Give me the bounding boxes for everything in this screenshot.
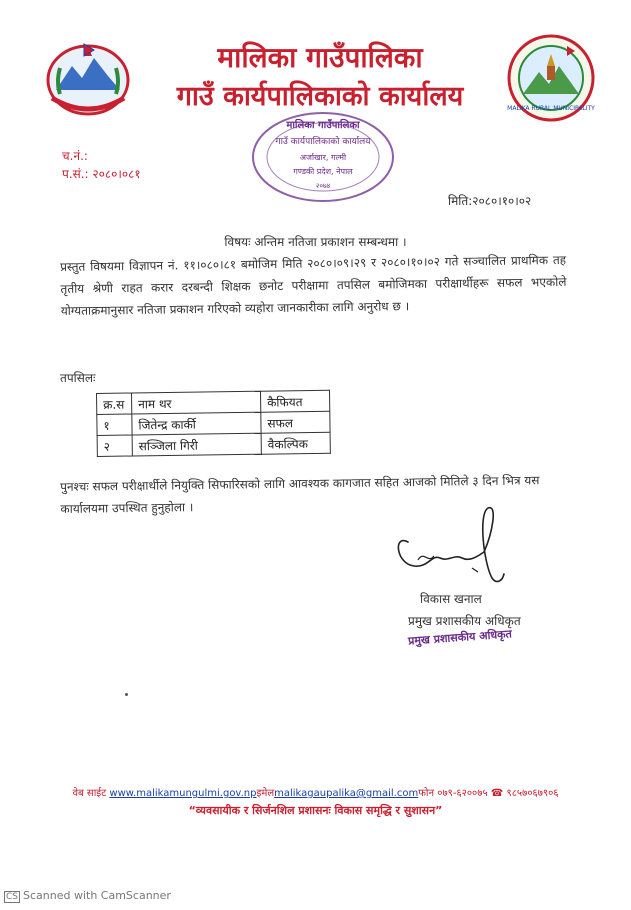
stamp-line4: गण्डकी प्रदेश, नेपाल	[293, 167, 353, 176]
website-label: वेब साईट	[72, 788, 107, 799]
stamp-line3: अर्जाखार, गल्मी	[299, 153, 347, 162]
cell-remarks: वैकल्पिक	[261, 432, 330, 454]
letter-subject: विषयः अन्तिम नतिजा प्रकाशन सम्बन्धमा ।	[224, 235, 407, 249]
cell-name: सञ्जिला गिरी	[132, 433, 261, 456]
footer-slogan: “व्यवसायीक र सिर्जनशिल प्रशासनः विकास समृद्धि र सुशासन”	[188, 804, 443, 817]
letterhead-subtitle: गाउँ कार्यपालिकाको कार्यालय	[176, 81, 464, 112]
reference-pa-sa: प.सं.: २०८०।०८१	[62, 167, 141, 181]
signatory-stamp: प्रमुख प्रशासकीय अधिकृत	[407, 627, 513, 648]
camscanner-icon: CS	[6, 892, 18, 902]
handwritten-signature	[388, 494, 518, 594]
signatory-title: प्रमुख प्रशासकीय अधिकृत	[408, 614, 521, 628]
mobile-number: ९८५७०६७९०६	[506, 788, 559, 799]
cell-serial: २	[97, 435, 132, 456]
phone-number: ०७९-६२००७५	[437, 788, 488, 799]
cell-name: जितेन्द्र कार्की	[132, 412, 261, 435]
office-stamp	[248, 108, 398, 206]
details-label: तपसिलः	[60, 371, 96, 385]
stamp-line5: २०७४	[315, 182, 331, 190]
scan-speck	[125, 693, 128, 696]
email-link[interactable]: malikagaupalika@gmail.com	[274, 788, 419, 799]
table-row	[97, 432, 330, 456]
footer-contact	[0, 785, 631, 799]
stamp-line1: मालिका गाउँपालिका	[286, 120, 360, 131]
signatory-name: विकास खनाल	[420, 592, 482, 606]
phone-icon: ☎	[490, 788, 504, 799]
results-table	[96, 390, 331, 457]
cell-serial: १	[97, 414, 132, 435]
nepal-emblem-icon	[42, 38, 134, 118]
letter-date: मिति:२०८०।१०।०२	[448, 194, 532, 208]
letterhead-title: मालिका गाउँपालिका	[217, 41, 423, 74]
reference-ch-no: च.नं.:	[62, 149, 88, 163]
header-remarks: कैफियत	[260, 390, 329, 412]
letter-body: प्रस्तुत विषयमा विज्ञापन नं. ११।०८०।८१ बमोजिम मिति २०८०।०९।२९ र २०८०।१०।०२ गते सञ्चालित प्राथमिक तह तृतीय श्रेणी राहत करार दरबन्दी शिक्षक छनोट परीक्षामा तपसिल बमोजिमका परीक्षार्थीहरू सफल भएकोले योग्यताक्रमानुसार नतिजा प्रकाशन गरिएको व्यहोरा जानकारीका लागि अनुरोध छ ।	[60, 252, 567, 318]
scanner-text: Scanned with CamScanner	[23, 889, 171, 902]
logo-caption: MALIKA RURAL MUNICIPALITY	[507, 105, 595, 112]
phone-label: फोन	[418, 788, 435, 799]
header-serial: क्र.स	[97, 393, 132, 414]
website-link[interactable]: www.malikamungulmi.gov.np	[109, 788, 257, 799]
cell-remarks: सफल	[261, 411, 330, 433]
header-name: नाम थर	[132, 391, 261, 414]
stamp-line2: गाउँ कार्यपालिकाको कार्यालय	[275, 137, 371, 147]
postscript: पुनश्चः सफल परीक्षार्थीले नियुक्ति सिफारिसको लागि आवश्यक कागजात सहित आजको मितिले ३ दिन भित्र यस कार्यालयमा उपस्थित हुनुहोला ।	[60, 473, 540, 516]
email-label: इमेल	[256, 788, 275, 799]
municipality-logo-icon	[497, 32, 605, 124]
scanner-watermark	[4, 889, 171, 903]
